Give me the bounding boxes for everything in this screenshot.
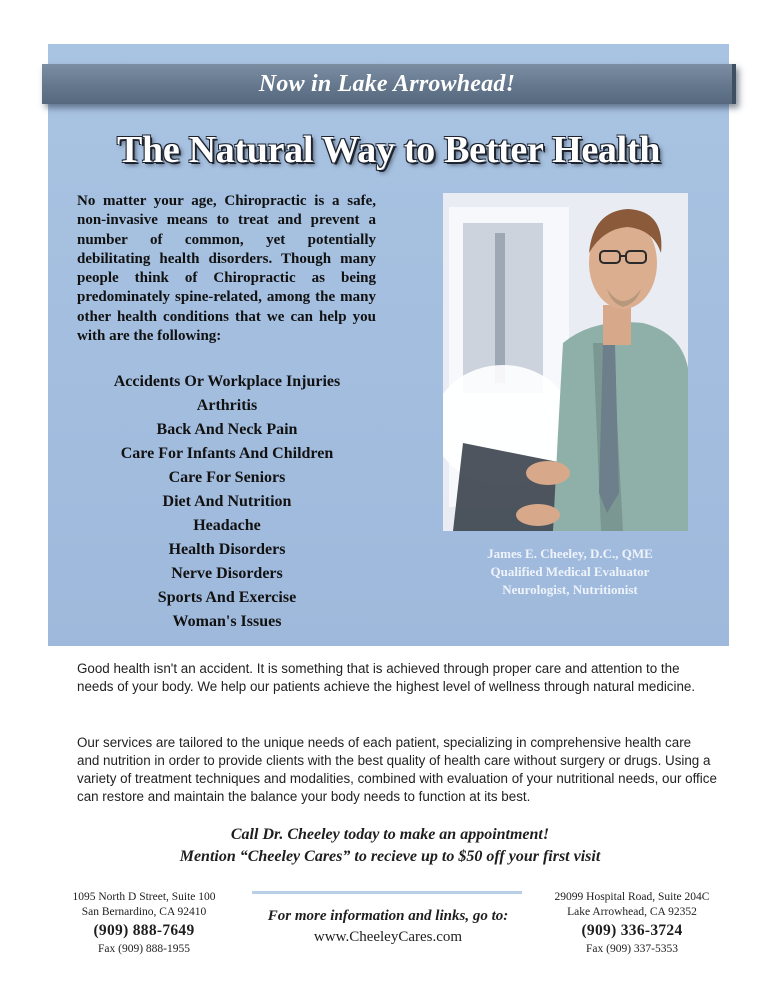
doctor-photo-illustration: [443, 193, 688, 531]
office-street: 1095 North D Street, Suite 100: [72, 891, 216, 903]
office-city: Lake Arrowhead, CA 92352: [567, 906, 697, 918]
office-street: 29099 Hospital Road, Suite 204C: [554, 891, 710, 903]
intro-paragraph: No matter your age, Chiropractic is a safe, non-invasive means to treat and prevent a number of common, yet potentially debilitating health disorders. Though many people think of Chiropractic as being predominately spine-related, among the many other health conditions that we can help you with are the following:: [77, 193, 376, 345]
condition-item: Accidents Or Workplace Injuries: [113, 373, 341, 390]
office-address-right: [532, 890, 732, 957]
office-address-left: [44, 890, 244, 957]
doctor-name: James E. Cheeley, D.C., QME: [487, 546, 653, 561]
doctor-title: Qualified Medical Evaluator: [490, 564, 650, 579]
condition-item: Nerve Disorders: [171, 565, 283, 582]
condition-item: Arthritis: [196, 397, 258, 414]
office-city: San Bernardino, CA 92410: [81, 906, 207, 918]
doctor-caption: [455, 545, 685, 599]
footer-divider: [252, 891, 522, 894]
conditions-list: [78, 370, 376, 634]
call-to-action-2: Mention “Cheeley Cares” to recieve up to $50 off your first visit: [179, 848, 601, 865]
condition-item: Woman's Issues: [172, 613, 282, 630]
condition-item: Care For Seniors: [168, 469, 286, 486]
call-to-action-1: Call Dr. Cheeley today to make an appointment!: [230, 826, 550, 843]
office-phone[interactable]: (909) 888-7649: [93, 922, 195, 939]
website-link[interactable]: www.CheeleyCares.com: [313, 929, 463, 945]
more-info-label: For more information and links, go to:: [267, 908, 509, 924]
condition-item: Health Disorders: [168, 541, 286, 558]
body-paragraph-1: Good health isn't an accident. It is something that is achieved through proper care and attention to the needs of your body. We help our patients achieve the highest level of wellness through natural medicine.: [77, 661, 696, 694]
banner-text: Now in Lake Arrowhead!: [258, 70, 516, 97]
condition-item: Sports And Exercise: [157, 589, 297, 606]
condition-item: Headache: [193, 517, 261, 534]
doctor-photo: [443, 193, 688, 531]
office-phone[interactable]: (909) 336-3724: [581, 922, 683, 939]
headline: The Natural Way to Better Health: [116, 129, 661, 171]
body-paragraph-2: Our services are tailored to the unique needs of each patient, specializing in comprehensive health care and nutrition in order to provide clients with the best quality of health care without surgery or drugs. Using a variety of treatment techniques and modalities, combined with evaluation of your nutritional needs, our office can restore and maintain the balance your body needs to function at its best.: [77, 735, 717, 804]
condition-item: Care For Infants And Children: [120, 445, 334, 462]
location-banner: [42, 64, 736, 104]
condition-item: Diet And Nutrition: [162, 493, 292, 510]
office-fax: Fax (909) 337-5353: [586, 943, 678, 955]
office-fax: Fax (909) 888-1955: [98, 943, 190, 955]
doctor-specialty: Neurologist, Nutritionist: [502, 582, 638, 597]
condition-item: Back And Neck Pain: [156, 421, 298, 438]
